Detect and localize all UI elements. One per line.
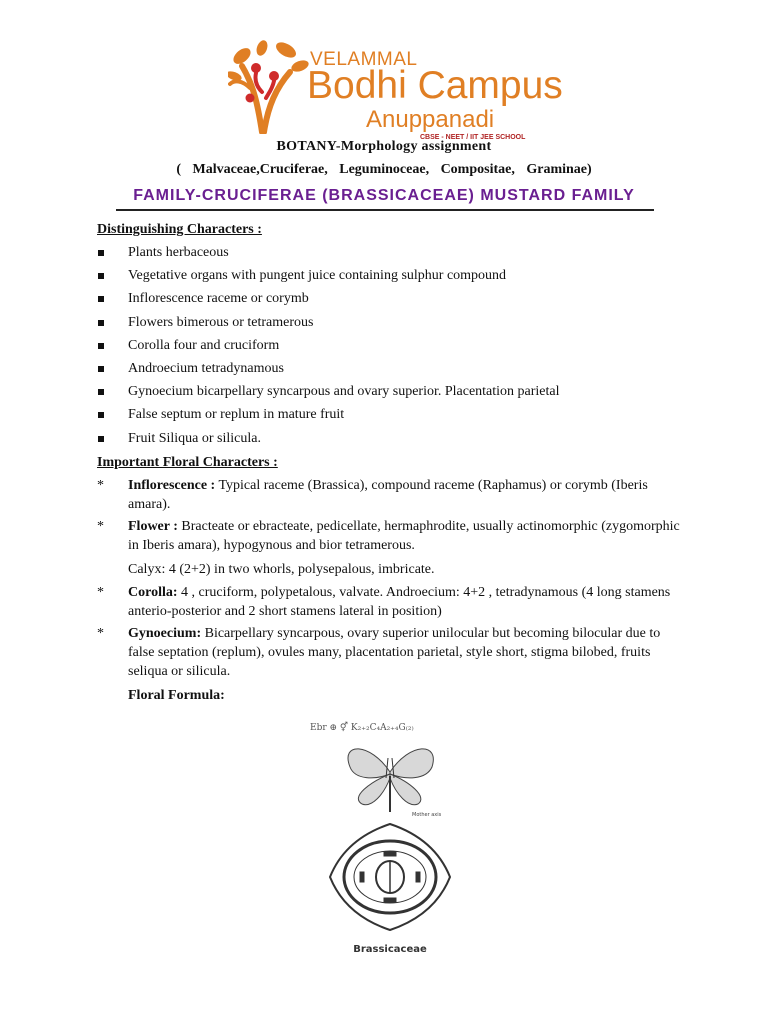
bullet-icon [98,320,104,326]
family-heading: FAMILY-CRUCIFERAE (BRASSICACEAE) MUSTARD FAMILY [133,187,635,204]
brand-top: VELAMMAL [310,49,418,70]
distinguishing-heading: Distinguishing Characters : [97,222,262,237]
tree-logo-icon [228,36,310,134]
heading-rule [116,209,654,211]
list-item: Fruit Siliqua or silicula. [97,431,697,454]
bullet-icon [98,389,104,395]
floral-formula-text: Ebr ⊕ ⚥ K₂₊₂C₄A₂₊₄G₍₂₎ [310,723,414,733]
list-item: Flowers bimerous or tetramerous [97,315,697,338]
school-logo [228,36,563,141]
floral-diagram-icon [330,824,450,930]
flower-drawing-icon [348,749,433,812]
star-bullet: * [97,626,104,641]
bullet-icon [98,412,104,418]
corolla-item [97,583,687,621]
calyx-text: Calyx: 4 (2+2) in two whorls, polysepalous, imbricate. [128,562,435,577]
list-item: Plants herbaceous [97,245,697,268]
distinguishing-list [97,245,697,454]
bullet-icon [98,436,104,442]
gynoecium-label: Gynoecium: [128,626,202,641]
inflorescence-label: Inflorescence : [128,478,216,493]
floral-formula-label: Floral Formula: [128,688,225,703]
list-item: Corolla four and cruciform [97,338,697,361]
star-bullet: * [97,519,104,534]
star-bullet: * [97,585,104,600]
flower-label: Flower : [128,519,178,534]
bullet-icon [98,250,104,256]
families-list: ( Malvaceae,Cruciferae, Leguminoceae, Compositae, Graminae) [176,162,592,177]
brand-tag: CBSE - NEET / IIT JEE SCHOOL [420,134,526,141]
bullet-icon [98,366,104,372]
brand-main: Bodhi Campus [307,64,563,107]
inflorescence-text: Typical raceme (Brassica), compound raceme (Raphamus) or corymb (Iberis amara). [128,478,648,512]
mother-axis-label: Mother axis [412,812,442,818]
list-item: False septum or replum in mature fruit [97,407,697,430]
list-item: Inflorescence raceme or corymb [97,291,697,314]
diagram-caption: Brassicaceae [353,944,427,955]
floral-diagram [300,712,480,962]
list-item: Androecium tetradynamous [97,361,697,384]
gynoecium-item [97,624,687,681]
star-bullet: * [97,478,104,493]
floral-heading: Important Floral Characters : [97,455,278,470]
flower-item [97,517,687,579]
assignment-title: BOTANY-Morphology assignment [276,139,492,154]
list-item: Vegetative organs with pungent juice containing sulphur compound [97,268,697,291]
bullet-icon [98,296,104,302]
gynoecium-text: Bicarpellary syncarpous, ovary superior unilocular but becoming bilocular due to false septation (replum), ovules many, placentation parietal, style short, stigma bilobed, fruits seliqua or silicula. [128,626,661,679]
inflorescence-item [97,476,687,514]
bullet-icon [98,343,104,349]
brand-sub: Anuppanadi [366,106,495,133]
bullet-icon [98,273,104,279]
corolla-label: Corolla: [128,585,178,600]
list-item: Gynoecium bicarpellary syncarpous and ovary superior. Placentation parietal [97,384,697,407]
corolla-text: 4 , cruciform, polypetalous, valvate. Androecium: 4+2 , tetradynamous (4 long stamens anterio-posterior and 2 short stamens lateral in position) [128,585,671,619]
flower-text: Bracteate or ebracteate, pedicellate, hermaphrodite, usually actinomorphic (zygomorphic in Iberis amara), hypogynous and bior tetramerous. [128,519,680,553]
